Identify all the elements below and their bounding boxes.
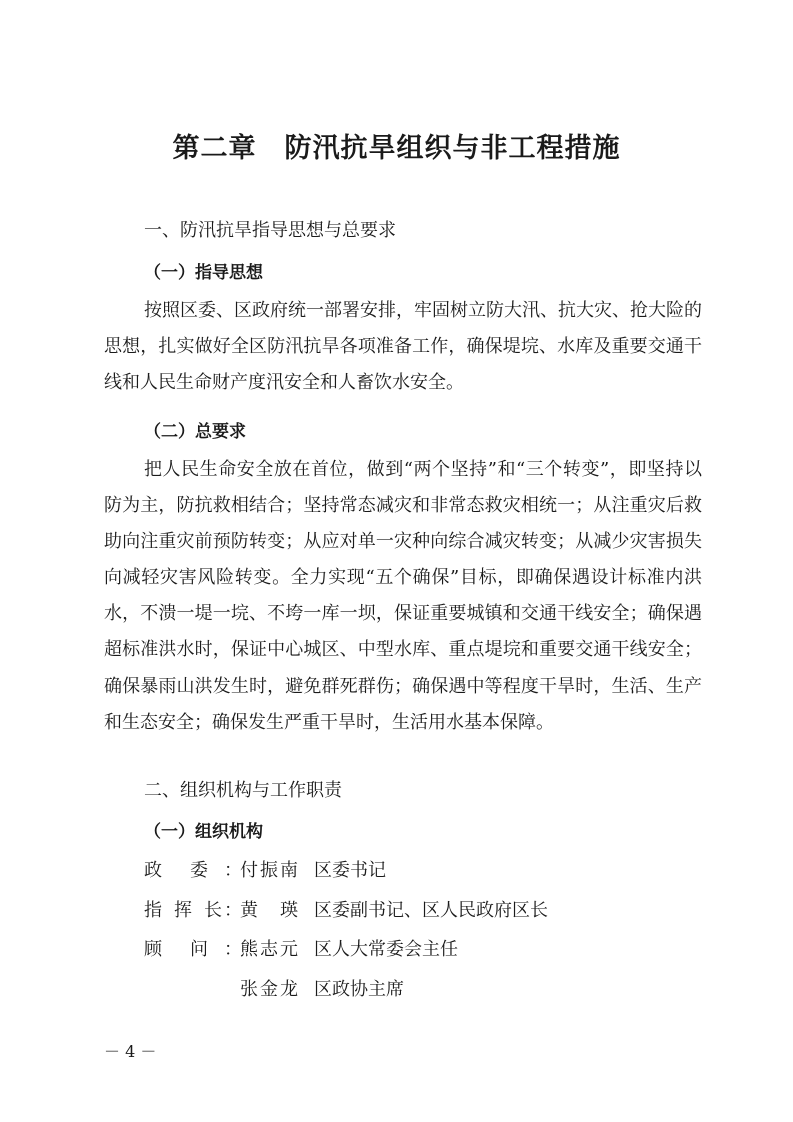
org-name: 张金龙 (240, 979, 298, 1000)
org-colon: ： (224, 860, 242, 881)
org-duty: 区政协主席 (314, 979, 404, 1000)
subsection-heading-organization-structure: （一）组织机构 (144, 822, 263, 842)
org-name: 付振南 (240, 860, 298, 881)
section-heading-organization: 二、组织机构与工作职责 (144, 780, 342, 801)
org-colon: ： (224, 939, 242, 960)
org-duty: 区人大常委会主任 (314, 939, 458, 960)
paragraph-general-requirements: 把人民生命安全放在首位，做到“两个坚持”和“三个转变”，即坚持以防为主，防抗救相结合；坚持常态减灾和非常态救灾相统一；从注重灾后救助向注重灾前预防转变；从应对单一灾种向综合减灾转变；从减少灾害损失向减轻灾害风险转变。全力实现“五个确保”目标，即确保遇设计标准内洪水，不溃一堤一垸、不垮一库一坝，保证重要城镇和交通干线安全；确保遇超标准洪水时，保证中心城区、中型水库、重点堤垸和重要交通干线安全；确保暴雨山洪发生时，避免群死群伤；确保遇中等程度干旱时，生活、生产和生态安全；确保发生严重干旱时，生活用水基本保障。 (104, 459, 702, 733)
org-duty: 区委书记 (314, 860, 386, 881)
org-role: 指挥长 (144, 900, 222, 921)
org-name: 熊志元 (240, 939, 298, 960)
org-colon: ： (224, 900, 242, 921)
org-role: 顾问 (144, 939, 208, 960)
chapter-title: 第二章 防汛抗旱组织与非工程措施 (172, 133, 621, 164)
section-heading-guiding-principles: 一、防汛抗旱指导思想与总要求 (144, 220, 396, 241)
paragraph-guiding-ideology: 按照区委、区政府统一部署安排，牢固树立防大汛、抗大灾、抢大险的思想，扎实做好全区防汛抗旱各项准备工作，确保堤垸、水库及重要交通干线和人民生命财产度汛安全和人畜饮水安全。 (104, 300, 702, 394)
org-name: 黄瑛 (240, 900, 298, 921)
subsection-heading-general-requirements: （二）总要求 (144, 422, 246, 442)
org-duty: 区委副书记、区人民政府区长 (314, 900, 548, 921)
subsection-heading-guiding-ideology: （一）指导思想 (144, 263, 263, 283)
org-role: 政委 (144, 860, 208, 881)
page-number: － 4 － (104, 1042, 157, 1061)
